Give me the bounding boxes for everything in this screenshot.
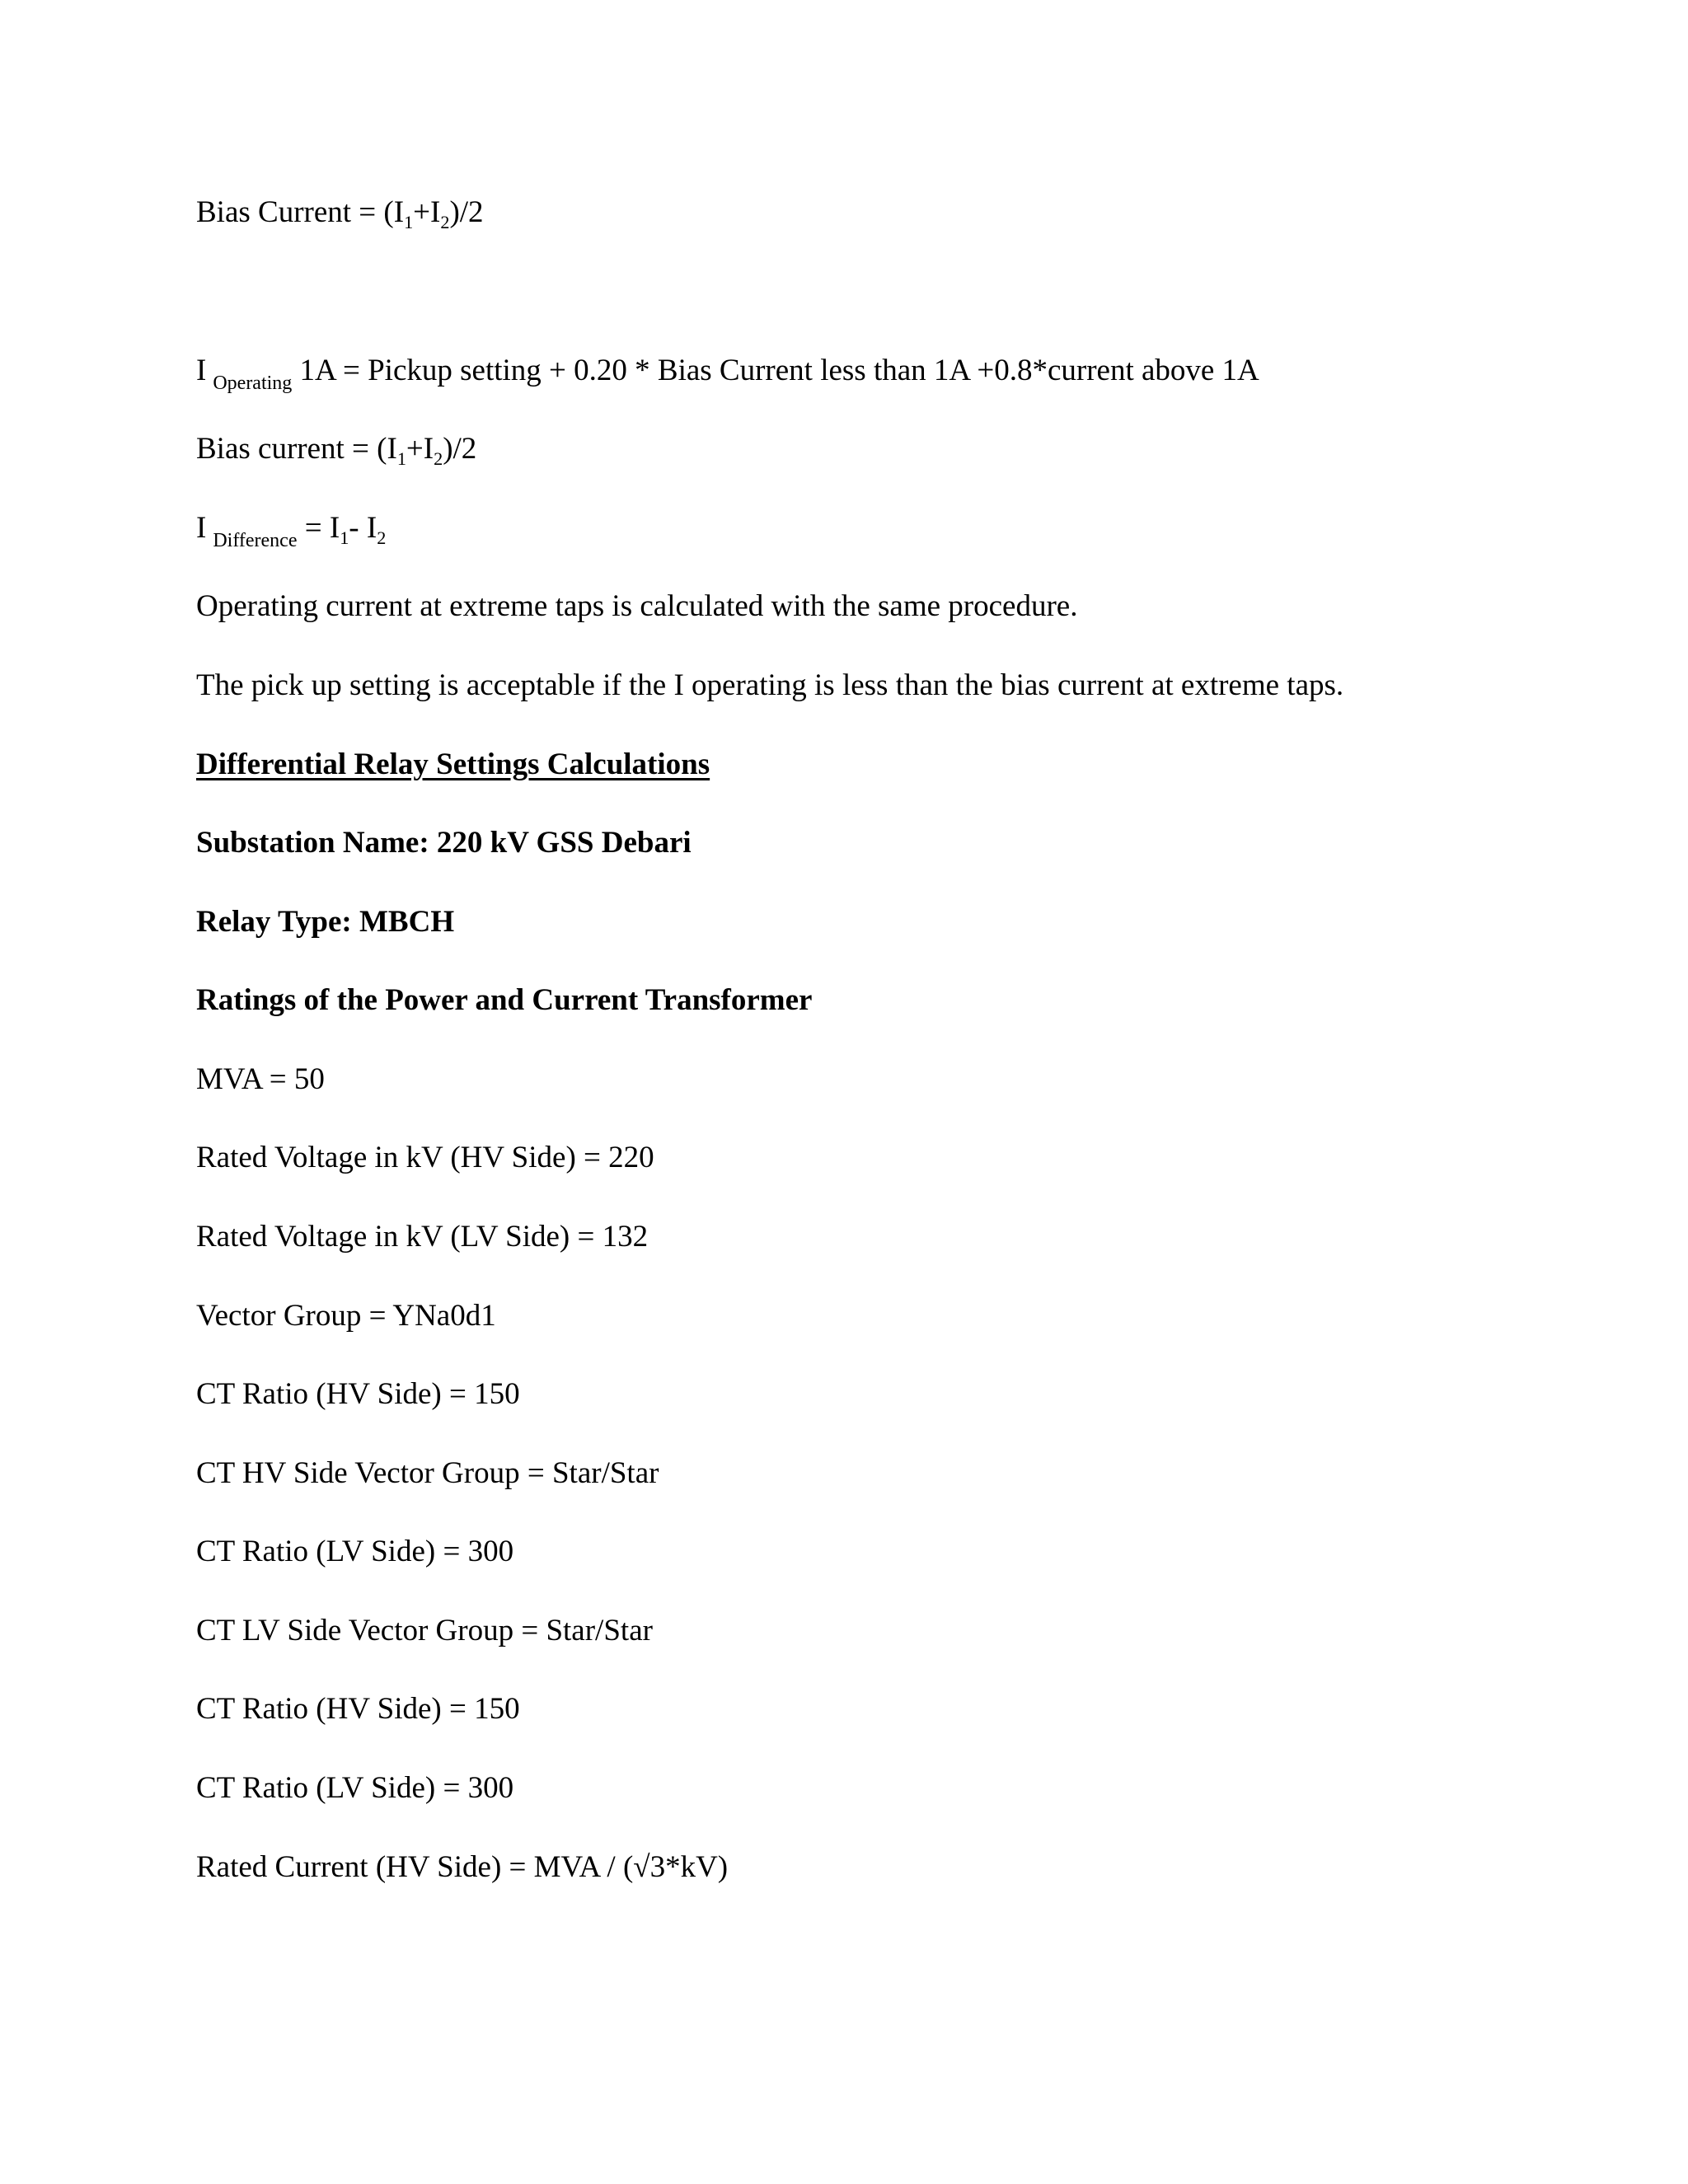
difference-current-formula: I $_{Difference} = I_1-$ $I_2$ [196,511,387,551]
operating-current-formula: I $_{Operating}$ 1A = Pickup setting + 0.20 * Bias Current less than 1A +0.8*current above 1A [196,354,1259,394]
rating-ct-ratio-lv-repeat: CT Ratio (LV Side) = 300 [196,1771,514,1805]
substation-name: Substation Name: 220 kV GSS Debari [196,826,692,860]
rating-ct-ratio-hv: CT Ratio (HV Side) = 150 [196,1377,520,1411]
rating-lv-voltage: Rated Voltage in kV (LV Side) = 132 [196,1220,649,1254]
rating-ct-hv-vector-group: CT HV Side Vector Group = Star/Star [196,1456,659,1490]
rating-ct-ratio-hv-repeat: CT Ratio (HV Side) = 150 [196,1692,520,1726]
bias-current-formula: Bias Current = $(I_1+I_2)/2$ [196,195,484,232]
rating-vector-group: Vector Group = YNa0d1 [196,1299,496,1333]
rating-ct-ratio-lv: CT Ratio (LV Side) = 300 [196,1535,514,1568]
section-heading: Differential Relay Settings Calculations [196,748,710,781]
operating-current-note: Operating current at extreme taps is calculated with the same procedure. [196,589,1078,623]
bias-current-formula-2: Bias current = $(I_1+I_2)/2$ [196,432,477,469]
relay-type: Relay Type: MBCH [196,905,455,939]
ratings-heading: Ratings of the Power and Current Transformer [196,983,813,1017]
rating-mva: MVA = 50 [196,1062,325,1096]
rating-hv-voltage: Rated Voltage in kV (HV Side) = 220 [196,1141,654,1174]
pickup-acceptable-note: The pick up setting is acceptable if the I operating is less than the bias current at extreme taps. [196,668,1344,702]
rated-current-hv-formula: Rated Current (HV Side) = MVA / (√3*kV) [196,1850,729,1884]
rating-ct-lv-vector-group: CT LV Side Vector Group = Star/Star [196,1614,653,1647]
